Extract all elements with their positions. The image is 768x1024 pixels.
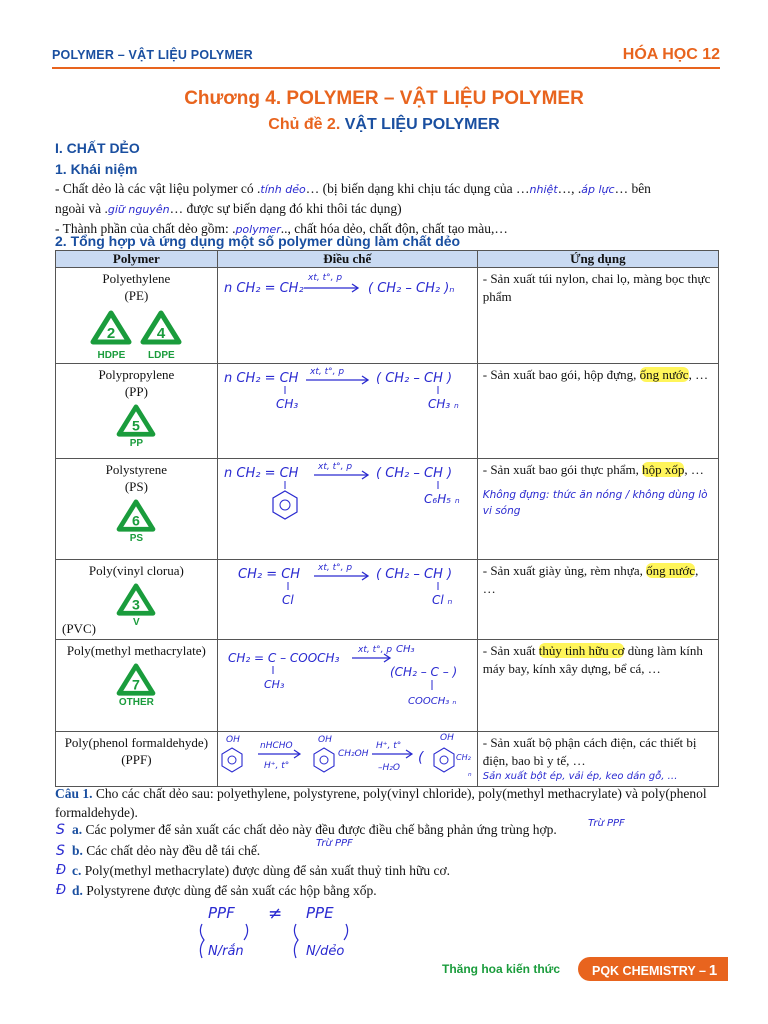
handwritten-note: Trừ PPF (588, 818, 625, 829)
svg-text:xt, t°, p: xt, t°, p (307, 273, 342, 283)
svg-text:COOCH₃ ₙ: COOCH₃ ₙ (407, 696, 457, 707)
concept-paragraph: - Chất dẻo là các vật liệu polymer có .tính dẻo… (bị biến dạng khi chịu tác dụng của …nhiệt…, .áp lực… bên ngoài và .giữ nguyên… được sự biến dạng đó khi thôi tác dụng) - Thành phần của chất dẻo gồm: .polymer.., chất hóa dẻo, chất độn, chất tạo màu,… (55, 181, 651, 236)
handwritten-reaction (218, 459, 476, 529)
highlighted-text: hộp xốp (642, 462, 685, 477)
svg-text:CH₃ ₙ: CH₃ ₙ (427, 397, 459, 411)
recycle-label: LDPE (148, 350, 175, 361)
table-row (56, 459, 719, 560)
section-heading: I. CHẤT DẺO (55, 140, 140, 156)
handwritten-note: Sản xuất bột ép, vải ép, keo dán gỗ, … (482, 771, 678, 782)
text: được sự biến dạng đó khi thôi tác dụng) (186, 201, 402, 216)
svg-text:n CH₂ = CH: n CH₂ = CH (223, 466, 299, 481)
option-d (72, 883, 377, 899)
option-text: Các chất dẻo này đều dễ tái chế. (86, 843, 261, 858)
svg-text:(CH₂ – C – ): (CH₂ – C – ) (389, 665, 457, 679)
svg-text:7: 7 (132, 677, 141, 694)
synthesis-cell (217, 459, 477, 560)
col-header-polymer: Polymer (56, 251, 218, 268)
svg-text:(: ( (417, 750, 424, 766)
polymer-name: Polyethylene (102, 271, 171, 286)
subsection-concept: 1. Khái niệm (55, 161, 138, 177)
svg-text:xt, t°, p: xt, t°, p (309, 367, 344, 377)
svg-text:OH: OH (225, 735, 240, 745)
recycle-label: V (133, 617, 140, 628)
svg-text:( CH₂ – CH₂ )ₙ: ( CH₂ – CH₂ )ₙ (367, 281, 455, 296)
application-text: - Sản xuất bao gói thực phẩm, (482, 462, 639, 477)
svg-text:C₆H₅ ₙ: C₆H₅ ₙ (423, 492, 460, 506)
svg-text:CH₃: CH₃ (263, 678, 285, 691)
recycle-icon (114, 499, 158, 533)
svg-text:( CH₂ – CH ): ( CH₂ – CH ) (375, 371, 452, 386)
application-text: - Sản xuất bao gói, hộp đựng, (482, 367, 637, 382)
answer-mark: Đ (56, 883, 67, 898)
highlighted-text: thủy tinh hữu cơ (538, 643, 625, 658)
application-tail: , … (684, 462, 704, 477)
option-text: Poly(methyl methacrylate) được dùng để sản xuất thuỷ tinh hữu cơ. (84, 863, 450, 878)
footer-badge (578, 957, 728, 981)
svg-text:4: 4 (157, 325, 166, 342)
table-row (56, 732, 719, 787)
subsection-synthesis: 2. Tổng hợp và ứng dụng một số polymer dùng làm chất dẻo (55, 233, 461, 249)
application-text: - Sản xuất túi nylon, chai lọ, màng bọc thực phẩm (482, 271, 711, 304)
col-header-application: Ứng dụng (477, 251, 718, 268)
svg-text:OH: OH (439, 733, 454, 743)
topic-prefix: Chủ đề 2. (268, 116, 341, 133)
recycle-label: PP (129, 438, 144, 449)
polymer-name: Poly(vinyl clorua) (88, 563, 184, 578)
application-tail: , … (482, 563, 699, 596)
svg-text:OH: OH (317, 735, 332, 745)
svg-text:CH₂OH: CH₂OH (337, 749, 369, 759)
footer-brand: PQK CHEMISTRY – (592, 964, 706, 978)
handwritten-note: N/rắn (208, 944, 244, 959)
svg-text:nHCHO: nHCHO (259, 741, 293, 751)
application-cell (477, 459, 718, 560)
application-cell (477, 560, 718, 640)
handwriting: áp lực (581, 183, 615, 196)
recycle-icon (114, 663, 158, 697)
svg-text:H⁺, t°: H⁺, t° (263, 761, 290, 771)
text: ngoài và (55, 201, 102, 216)
option-text: Polystyrene được dùng để sản xuất các hộp bằng xốp. (86, 883, 377, 898)
option-text: Các polymer để sản xuất các chất dẻo này đều được điều chế bằng phản ứng trùng hợp. (85, 822, 557, 837)
polymer-abbr: (PVC) (62, 621, 96, 636)
application-cell (477, 732, 718, 787)
svg-text:6: 6 (132, 513, 141, 530)
polymer-name: Poly(methyl methacrylate) (66, 643, 206, 658)
option-key: a. (72, 822, 83, 837)
polymer-cell (56, 268, 218, 364)
recycle-label: OTHER (118, 697, 154, 708)
handwritten-note: PPE (306, 904, 334, 922)
table-row (56, 268, 719, 364)
handwritten-note: Trừ PPF (316, 838, 353, 849)
table-row (56, 364, 719, 459)
polymer-name: Polypropylene (98, 367, 175, 382)
option-key: b. (72, 843, 83, 858)
svg-text:ₙ: ₙ (467, 769, 472, 779)
polymer-abbr: (PE) (124, 288, 149, 303)
svg-text:Cl: Cl (281, 593, 294, 607)
option-a (72, 822, 557, 838)
application-cell (477, 640, 718, 732)
svg-text:H⁺, t°: H⁺, t° (375, 741, 402, 751)
polymer-cell (56, 732, 218, 787)
handwritten-reaction (218, 732, 476, 782)
handwriting: giữ nguyên (107, 203, 170, 216)
polymer-abbr: (PS) (124, 479, 148, 494)
svg-text:CH₃: CH₃ (275, 397, 298, 411)
highlighted-text: ống nước (646, 563, 696, 578)
svg-text:5: 5 (132, 418, 141, 435)
svg-text:Cl ₙ: Cl ₙ (431, 593, 453, 607)
answer-mark: S (56, 843, 65, 859)
synthesis-cell (217, 268, 477, 364)
svg-text:xt, t°, p: xt, t°, p (317, 462, 352, 472)
col-header-synthesis: Điều chế (217, 251, 477, 268)
handwritten-reaction (218, 364, 476, 424)
polymer-name: Polystyrene (105, 462, 168, 477)
svg-text:xt, t°, p: xt, t°, p (357, 645, 392, 655)
table-row (56, 640, 719, 732)
handwritten-reaction (218, 560, 476, 616)
polymer-table (55, 250, 719, 787)
question-text: Cho các chất dẻo sau: polyethylene, polystyrene, poly(vinyl chloride), poly(methyl methacrylate) và poly(phenol formaldehyde). (55, 786, 707, 820)
application-cell (477, 268, 718, 364)
svg-text:CH₂: CH₂ (455, 753, 471, 762)
handwriting: polymer (235, 223, 281, 236)
synthesis-cell (217, 732, 477, 787)
polymer-cell (56, 364, 218, 459)
polymer-cell (56, 640, 218, 732)
topic-name: VẬT LIỆU POLYMER (344, 116, 500, 133)
application-text: - Sản xuất giày ủng, rèm nhựa, (482, 563, 643, 578)
synthesis-cell (217, 640, 477, 732)
page-number: 1 (708, 962, 718, 979)
recycle-label: HDPE (97, 350, 126, 361)
topic-title (0, 116, 768, 134)
chapter-title: Chương 4. POLYMER – VẬT LIỆU POLYMER (184, 88, 584, 109)
handwritten-note: ≠ (268, 904, 283, 924)
handwriting: tính dẻo (260, 183, 306, 196)
application-cell (477, 364, 718, 459)
handwritten-note: Không đựng: thức ăn nóng / không dùng lò vi sóng (482, 489, 708, 517)
text: chất hóa dẻo, chất độn, chất tạo màu,… (294, 221, 508, 236)
question-stem (55, 784, 723, 822)
header-right: HÓA HỌC 12 (622, 46, 720, 63)
polymer-abbr: (PP) (124, 384, 148, 399)
text: - Chất dẻo là các vật liệu polymer có (55, 181, 254, 196)
polymer-cell (56, 560, 218, 640)
handwritten-note: PPF (208, 904, 235, 922)
recycle-label: PS (129, 533, 144, 544)
question-label: Câu 1. (55, 786, 93, 801)
svg-text:n CH₂ = CH: n CH₂ = CH (223, 371, 299, 386)
option-key: c. (72, 863, 82, 878)
synthesis-cell (217, 364, 477, 459)
option-c (72, 863, 450, 879)
svg-text:–H₂O: –H₂O (377, 763, 400, 773)
recycle-icon (114, 583, 158, 617)
svg-text:( CH₂ – CH ): ( CH₂ – CH ) (375, 466, 452, 481)
text: - Thành phần của chất dẻo gồm: (55, 221, 229, 236)
application-text: - Sản xuất bộ phận cách điện, các thiết bị điện, bao bì y tế, … (482, 735, 697, 768)
svg-text:2: 2 (107, 325, 116, 342)
svg-text:CH₃: CH₃ (395, 644, 415, 655)
handwritten-reaction (218, 640, 476, 724)
application-tail: , … (688, 367, 709, 382)
table-row (56, 560, 719, 640)
svg-text:CH₂ = CH: CH₂ = CH (237, 567, 300, 582)
header-left: POLYMER – VẬT LIỆU POLYMER (52, 48, 253, 62)
text: (bị biến dạng khi chịu tác dụng của (322, 181, 513, 196)
svg-text:CH₂ = C – COOCH₃: CH₂ = C – COOCH₃ (227, 651, 340, 665)
synthesis-cell (217, 560, 477, 640)
option-b (72, 843, 260, 859)
polymer-cell (56, 459, 218, 560)
svg-text:xt, t°, p: xt, t°, p (317, 563, 352, 573)
svg-text:3: 3 (132, 597, 141, 614)
recycle-icon (89, 310, 133, 346)
application-tail: dùng làm kính máy bay, kính xây dựng, bể cá, … (482, 643, 703, 676)
option-key: d. (72, 883, 83, 898)
highlighted-text: ống nước (639, 367, 689, 382)
recycle-icon (139, 310, 183, 346)
svg-text:( CH₂ – CH ): ( CH₂ – CH ) (375, 567, 452, 582)
application-text: - Sản xuất (482, 643, 536, 658)
answer-mark: S (56, 822, 65, 838)
footer-slogan: Thăng hoa kiến thức (442, 962, 561, 976)
svg-text:n CH₂ = CH₂: n CH₂ = CH₂ (223, 281, 304, 296)
handwritten-note: N/dẻo (306, 944, 345, 959)
answer-mark: Đ (56, 863, 67, 878)
handwritten-reaction (218, 268, 476, 328)
header-rule (52, 67, 720, 69)
polymer-abbr: (PPF) (121, 752, 152, 767)
table-header-row (56, 251, 719, 268)
polymer-name: Poly(phenol formaldehyde) (64, 735, 209, 750)
handwriting: nhiệt (529, 183, 558, 196)
recycle-icon (114, 404, 158, 438)
text: bên (631, 181, 651, 196)
page-header (52, 46, 720, 66)
